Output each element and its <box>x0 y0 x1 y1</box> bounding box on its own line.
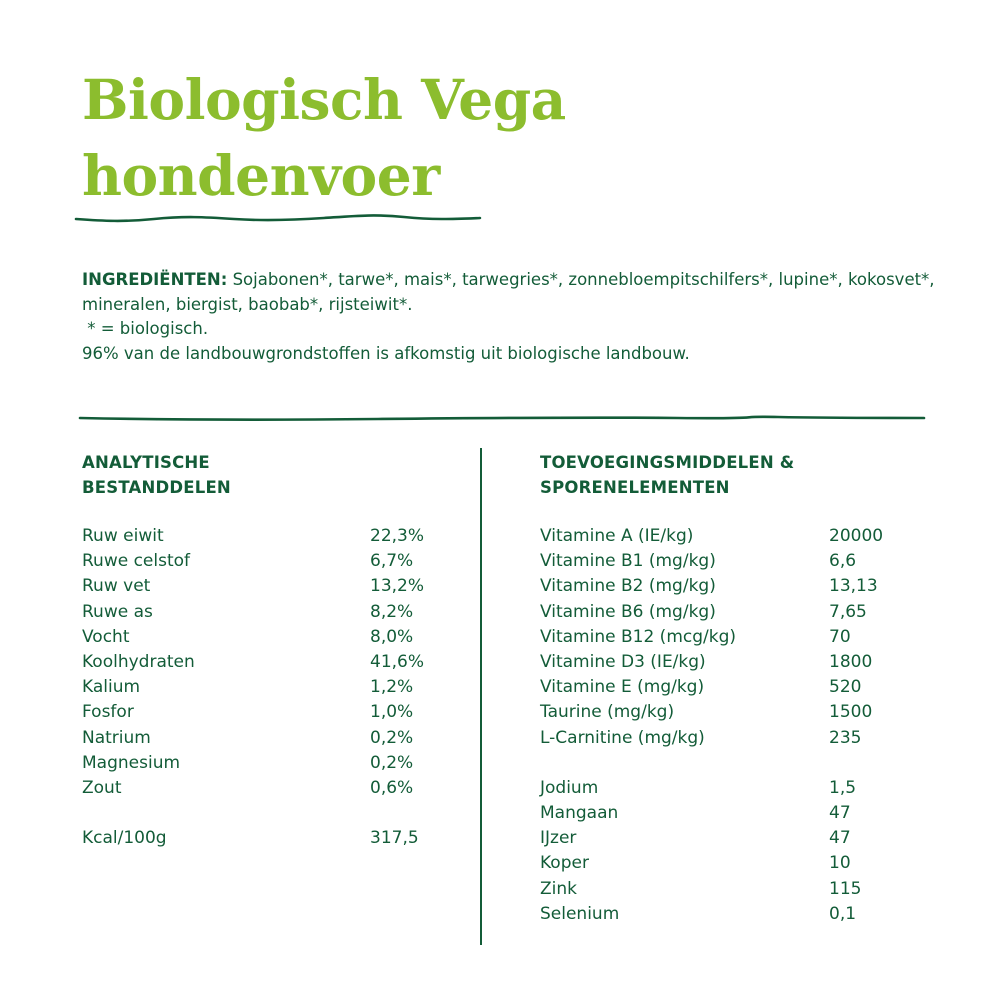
energy-row <box>82 826 462 851</box>
trace-element-row <box>540 902 940 927</box>
vitamins-table <box>540 524 940 751</box>
row-value: 235 <box>829 727 862 748</box>
row-value: 115 <box>829 878 862 899</box>
row-label: Vitamine E (mg/kg) <box>540 677 705 698</box>
row-value: 1,5 <box>829 777 857 798</box>
row-label: Magnesium <box>82 752 181 773</box>
vitamin-row <box>540 574 940 599</box>
analytical-row <box>82 625 462 650</box>
row-label: Natrium <box>82 727 151 748</box>
analytical-row <box>82 776 462 801</box>
row-value: 20000 <box>829 526 884 546</box>
title-line-1: Biologisch Vega <box>82 67 566 132</box>
row-value: 8,0% <box>370 626 414 647</box>
analytical-row <box>82 600 462 625</box>
ingredients-text: Sojabonen*, tarwe*, mais*, tarwegries*, zonnebloempitschilfers*, lupine*, kokosvet*, mineralen, biergist, baobab*, rijsteiwit*. <box>82 270 935 314</box>
row-label: Kalium <box>82 677 141 698</box>
organic-footnote: * = biologisch. <box>82 319 209 338</box>
row-label: IJzer <box>540 828 577 849</box>
page-title <box>82 62 566 214</box>
row-value: 10 <box>829 853 851 874</box>
row-value: 1500 <box>829 702 873 723</box>
title-underline-divider <box>74 210 484 226</box>
analytical-row <box>82 650 462 675</box>
row-value: 0,2% <box>370 727 414 748</box>
row-value: 1,0% <box>370 702 414 723</box>
row-label: Taurine (mg/kg) <box>540 702 675 723</box>
analytical-table <box>82 524 462 801</box>
row-label: L-Carnitine (mg/kg) <box>540 727 705 748</box>
row-value: 13,2% <box>370 576 425 597</box>
energy-value: 317,5 <box>370 828 419 849</box>
row-value: 6,7% <box>370 551 414 572</box>
row-value: 1800 <box>829 651 873 672</box>
row-value: 70 <box>829 626 851 647</box>
ingredients-section <box>82 268 942 366</box>
row-value: 8,2% <box>370 601 414 622</box>
row-label: Vitamine B12 (mcg/kg) <box>540 626 737 647</box>
title-line-2: hondenvoer <box>82 143 440 208</box>
column-divider <box>480 448 482 945</box>
row-label: Koper <box>540 853 589 874</box>
vitamin-row <box>540 726 940 751</box>
row-label: Zout <box>82 777 122 798</box>
row-label: Koolhydraten <box>82 651 195 672</box>
vitamin-row <box>540 675 940 700</box>
row-label: Jodium <box>540 777 599 798</box>
trace-elements-table <box>540 776 940 927</box>
vitamin-row <box>540 600 940 625</box>
row-value: 41,6% <box>370 651 425 672</box>
trace-element-row <box>540 801 940 826</box>
row-label: Vitamine B6 (mg/kg) <box>540 601 716 622</box>
row-label: Ruwe celstof <box>82 551 191 572</box>
ingredients-list <box>82 268 942 317</box>
analytical-heading: ANALYTISCHE BESTANDDELEN <box>82 453 231 497</box>
row-value: 47 <box>829 828 851 849</box>
row-label: Mangaan <box>540 803 619 824</box>
row-label: Ruw eiwit <box>82 526 164 546</box>
analytical-row <box>82 751 462 776</box>
row-label: Vitamine B1 (mg/kg) <box>540 551 716 572</box>
vitamin-row <box>540 700 940 725</box>
vitamin-row <box>540 625 940 650</box>
trace-element-row <box>540 826 940 851</box>
trace-element-row <box>540 877 940 902</box>
row-label: Vitamine A (IE/kg) <box>540 526 694 546</box>
row-value: 0,6% <box>370 777 414 798</box>
row-value: 13,13 <box>829 576 878 597</box>
energy-label: Kcal/100g <box>82 828 167 849</box>
row-label: Vitamine D3 (IE/kg) <box>540 651 706 672</box>
row-value: 7,65 <box>829 601 867 622</box>
vitamin-row <box>540 524 940 549</box>
vitamin-row <box>540 549 940 574</box>
ingredients-label: INGREDIËNTEN: <box>82 270 228 289</box>
vitamin-row <box>540 650 940 675</box>
additives-heading: TOEVOEGINGSMIDDELEN & SPORENELEMENTEN <box>540 453 795 497</box>
row-label: Ruwe as <box>82 601 153 622</box>
analytical-row <box>82 726 462 751</box>
row-value: 6,6 <box>829 551 857 572</box>
analytical-row <box>82 549 462 574</box>
row-label: Selenium <box>540 903 620 924</box>
row-label: Vitamine B2 (mg/kg) <box>540 576 716 597</box>
additives-trace-elements <box>540 450 940 927</box>
row-value: 47 <box>829 803 851 824</box>
row-label: Zink <box>540 878 577 899</box>
trace-element-row <box>540 851 940 876</box>
analytical-row <box>82 574 462 599</box>
section-divider <box>78 410 928 426</box>
row-value: 1,2% <box>370 677 414 698</box>
trace-element-row <box>540 776 940 801</box>
row-value: 0,1 <box>829 903 857 924</box>
row-value: 520 <box>829 677 862 698</box>
analytical-row <box>82 675 462 700</box>
row-label: Ruw vet <box>82 576 151 597</box>
row-label: Fosfor <box>82 702 134 723</box>
analytical-row <box>82 700 462 725</box>
organic-percentage-note: 96% van de landbouwgrondstoffen is afkomstig uit biologische landbouw. <box>82 343 690 363</box>
row-value: 22,3% <box>370 526 425 546</box>
row-value: 0,2% <box>370 752 414 773</box>
analytical-row <box>82 524 462 549</box>
analytical-constituents <box>82 450 462 851</box>
row-label: Vocht <box>82 626 130 647</box>
